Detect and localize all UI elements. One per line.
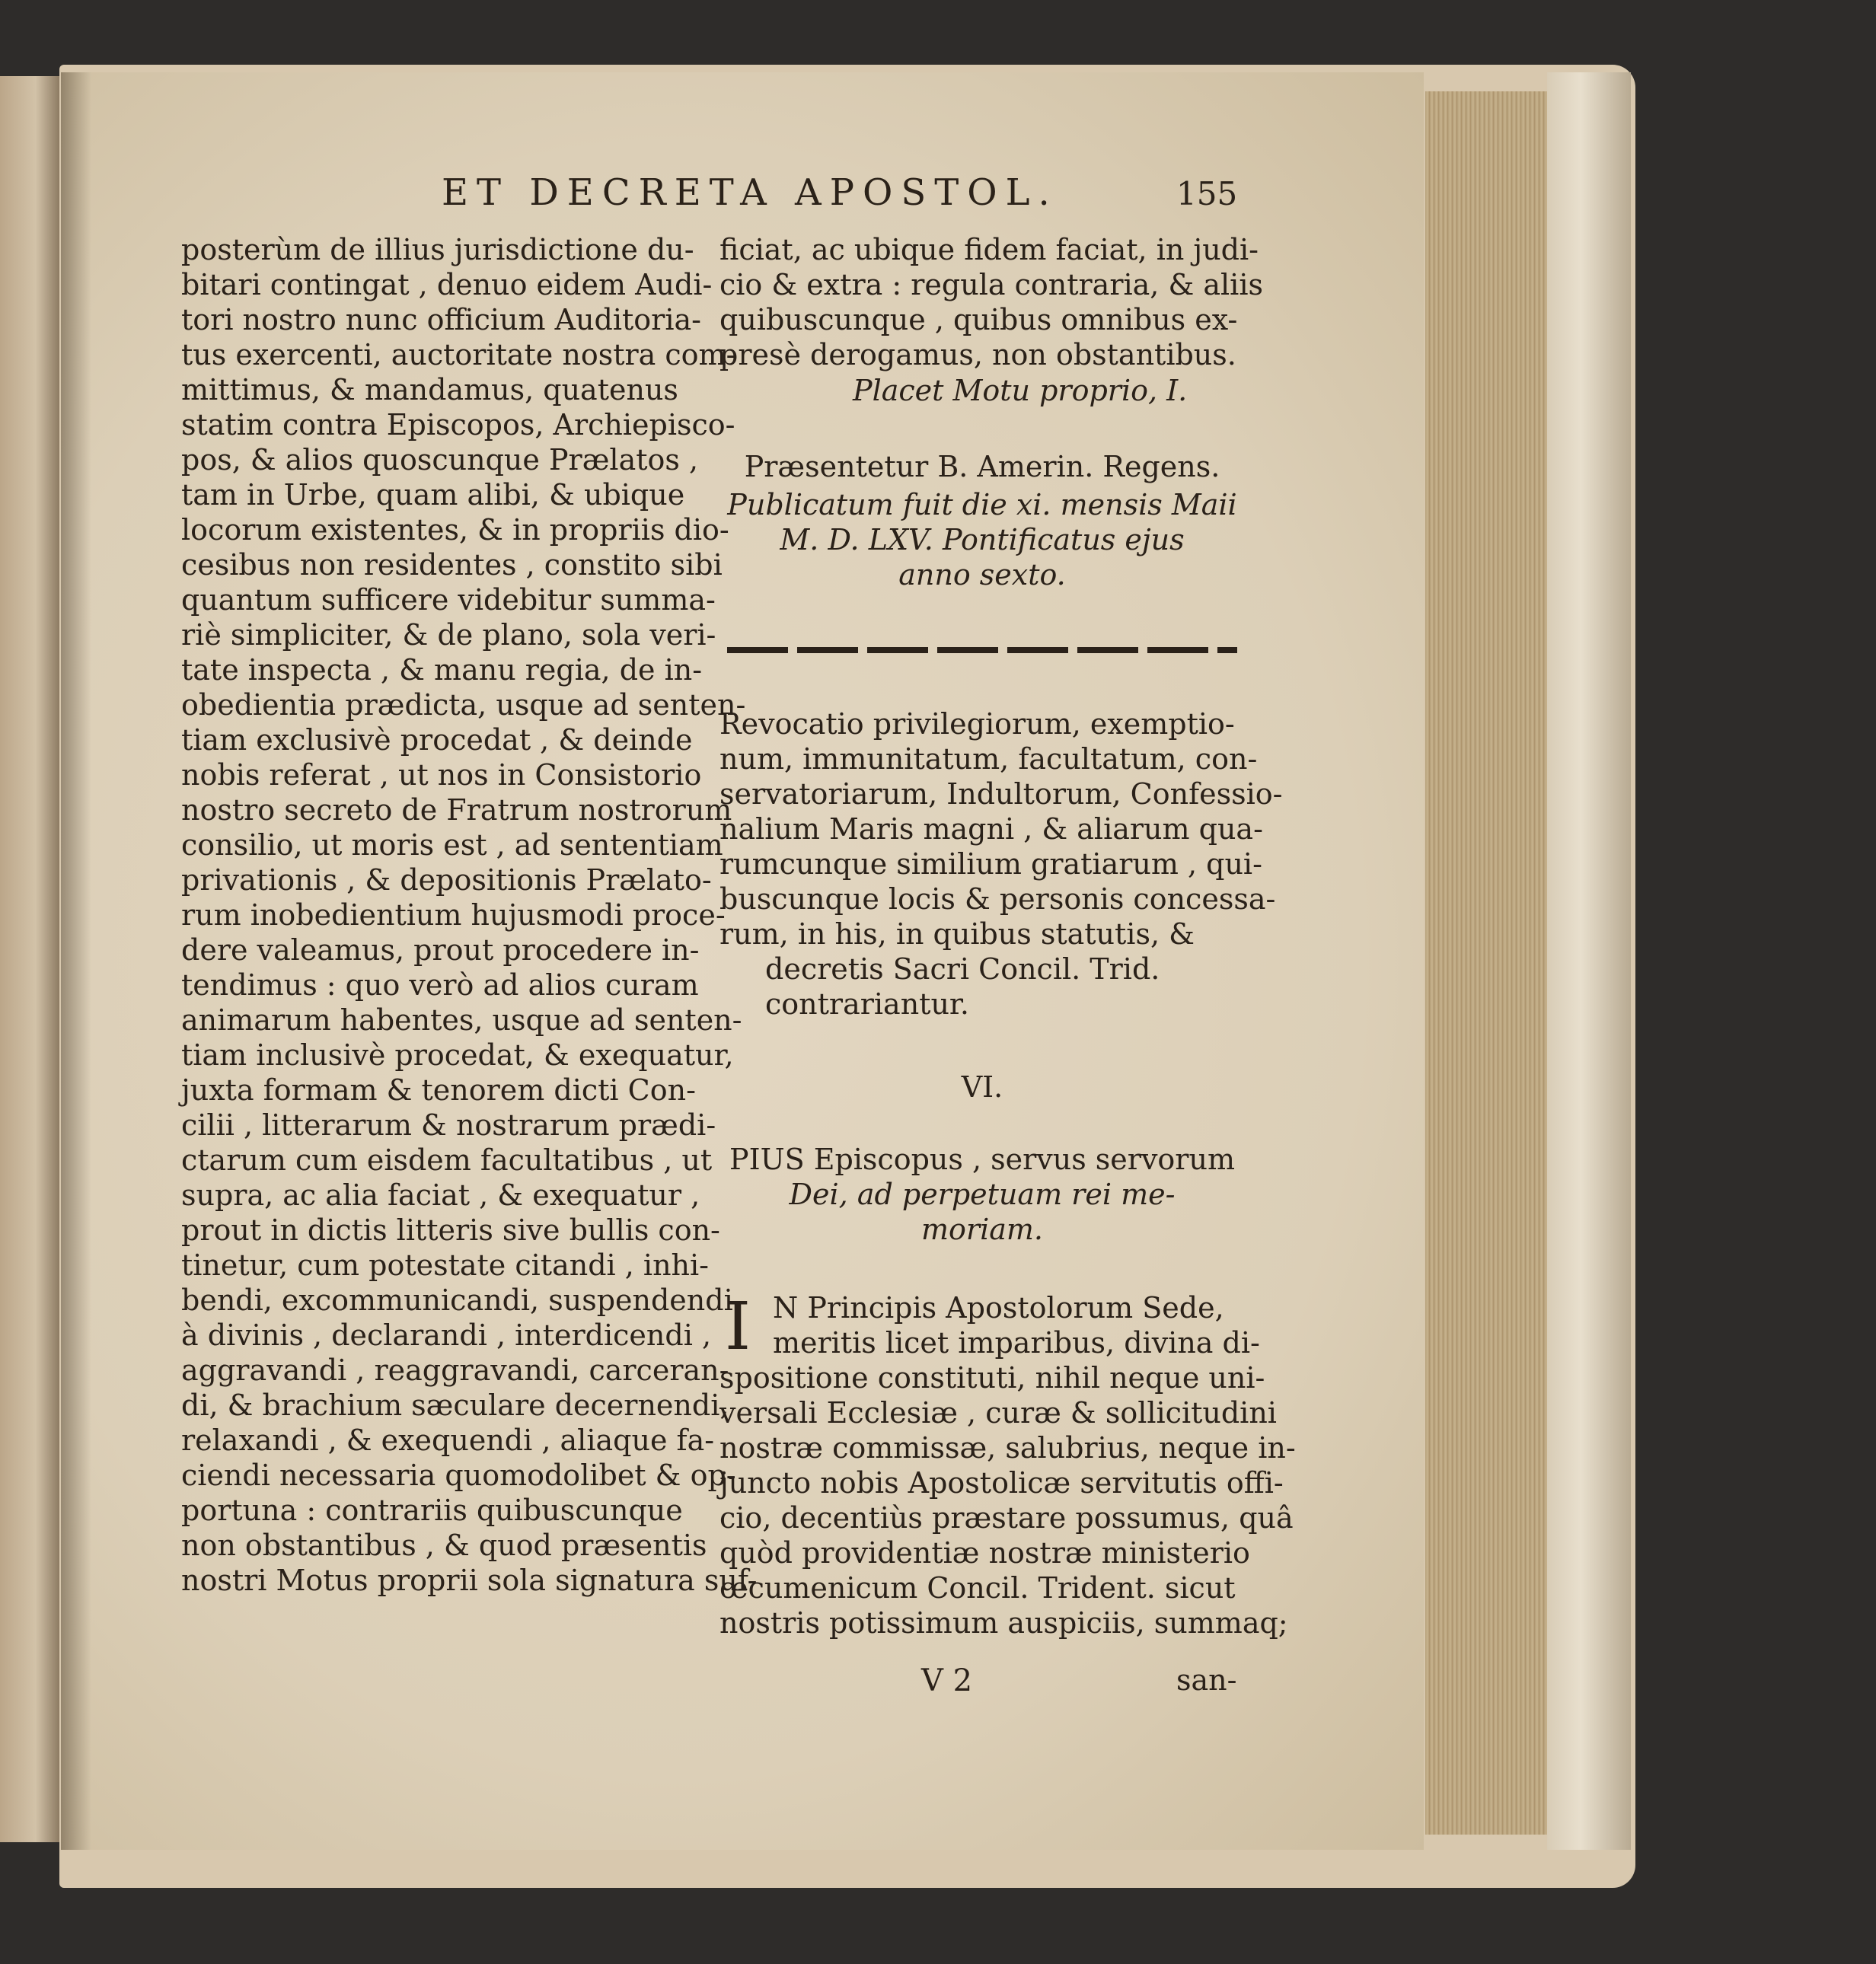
left-column-line: nostri Motus proprii sola signatura suf- [181,1564,758,1597]
body-text [719,1290,1296,1640]
presentetur-line [719,449,1245,484]
revocatio-line: servatoriarum, Indultorum, Confessio- [719,777,1283,811]
revocatio-line: buscunque locis & personis concessa- [719,882,1276,916]
revocatio-line: rumcunque similium gratiarum , qui- [719,847,1262,881]
cover-board [1547,72,1631,1850]
left-column-line: cilii , litterarum & nostrarum prædi- [181,1108,716,1142]
right-column-line: ficiat, ac ubique fidem faciat, in judi- [719,233,1259,266]
dropcap-initial: I [725,1289,751,1365]
left-column-line: di, & brachium sæculare decernendi, [181,1389,729,1422]
body-text-line: juncto nobis Apostolicæ servitutis offi- [719,1466,1284,1500]
left-column-line: tiam exclusivè procedat , & deinde [181,723,693,757]
left-column-line: dere valeamus, prout procedere in- [181,933,700,967]
left-column-line: privationis , & depositionis Prælato- [181,863,712,897]
body-text-line: quòd providentiæ nostræ ministerio [719,1536,1250,1570]
left-column-line: à divinis , declarandi , interdicendi , [181,1318,712,1352]
body-text-line: cio, decentiùs præstare possumus, quâ [719,1501,1294,1535]
left-column-line: ctarum cum eisdem facultatibus , ut [181,1143,713,1177]
left-column-line: rum inobedientium hujusmodi proce- [181,898,726,932]
revocatio-title [719,706,1283,1022]
publication-line: M. D. LXV. Pontificatus ejus [780,523,1185,556]
placet-line [853,373,1233,408]
revocatio-line: decretis Sacri Concil. Trid. [765,952,1160,986]
pius-heading-line: PIUS Episcopus , servus servorum [729,1143,1235,1176]
left-column-line: nobis referat , ut nos in Consistorio [181,758,702,792]
presentetur-text: Præsentetur B. Amerin. Regens. [744,450,1220,483]
left-column-line: bendi, excommunicandi, suspendendi [181,1283,733,1317]
revocatio-line: num, immunitatum, facultatum, con- [719,742,1258,776]
left-column-line: tendimus : quo verò ad alios curam [181,968,699,1002]
left-column-line: tate inspecta , & manu regia, de in- [181,653,703,687]
publication-line: anno sexto. [898,558,1066,591]
section-number [719,1070,1245,1105]
right-column-line: cio & extra : regula contraria, & aliis [719,268,1263,301]
body-text-line: nostris potissimum auspiciis, summaq; [719,1606,1288,1640]
left-column-line: pos, & alios quoscunque Prælatos , [181,443,699,477]
divider-rule [727,647,1237,653]
body-text-line: spositione constituti, nihil neque uni- [719,1361,1265,1395]
left-column-line: prout in dictis litteris sive bullis con- [181,1213,720,1247]
right-column-line: presè derogamus, non obstantibus. [719,338,1236,371]
left-column-line: juxta formam & tenorem dicti Con- [181,1073,696,1107]
running-head: ET DECRETA APOSTOL. [442,171,1058,214]
revocatio-line: Revocatio privilegiorum, exemptio- [719,707,1235,741]
gutter-shadow [61,72,91,1850]
catchword: san- [1176,1663,1237,1697]
body-text-line: meritis licet imparibus, divina di- [773,1326,1260,1360]
section-number-text: VI. [961,1070,1003,1104]
pius-heading-line: Dei, ad perpetuam rei me- [789,1178,1176,1211]
signature-mark: V 2 [921,1663,973,1698]
left-column-line: riè simpliciter, & de plano, sola veri- [181,618,716,652]
left-column-line: quantum sufficere videbitur summa- [181,583,716,617]
facing-page-edge [0,76,59,1842]
body-text-line: œcumenicum Concil. Trident. sicut [719,1571,1236,1605]
left-column-line: tam in Urbe, quam alibi, & ubique [181,478,685,512]
left-column-line: consilio, ut moris est , ad sententiam [181,828,723,862]
left-column-line: portuna : contrariis quibuscunque [181,1494,683,1527]
revocatio-line: nalium Maris magni , & aliarum qua- [719,812,1263,846]
left-column-line: tinetur, cum potestate citandi , inhi- [181,1248,710,1282]
left-column-line: posterùm de illius jurisdictione du- [181,233,694,266]
left-column-line: tiam inclusivè procedat, & exequatur, [181,1038,734,1072]
body-text-line: nostræ commissæ, salubrius, neque in- [719,1431,1296,1465]
page-number: 155 [1176,175,1238,212]
right-column-line: quibuscunque , quibus omnibus ex- [719,303,1238,336]
right-top-text [719,232,1263,372]
body-text-line: N Principis Apostolorum Sede, [773,1291,1224,1325]
left-column-line: mittimus, & mandamus, quatenus [181,373,678,407]
revocatio-line: contrariantur. [765,987,969,1021]
left-column-line: ciendi necessaria quomodolibet & op- [181,1459,736,1492]
revocatio-line: rum, in his, in quibus statutis, & [719,917,1195,951]
left-column-line: relaxandi , & exequendi , aliaque fa- [181,1424,715,1457]
left-column-line: non obstantibus , & quod præsentis [181,1529,707,1562]
publication-note [719,487,1245,592]
left-column-line: tus exercenti, auctoritate nostra com- [181,338,736,371]
left-column [181,232,758,1598]
body-text-line: versali Ecclesiæ , curæ & sollicitudini [719,1396,1277,1430]
left-column-line: statim contra Episcopos, Archiepisco- [181,408,735,442]
publication-line: Publicatum fuit die xi. mensis Maii [727,488,1237,521]
left-column-line: cesibus non residentes , constito sibi [181,548,723,582]
left-column-line: supra, ac alia faciat , & exequatur , [181,1178,700,1212]
left-column-line: animarum habentes, usque ad senten- [181,1003,742,1037]
left-column-line: nostro secreto de Fratrum nostrorum [181,793,732,827]
left-column-line: obedientia prædicta, usque ad senten- [181,688,746,722]
placet-text: Placet Motu proprio, I. [853,374,1188,407]
page-block-edge [1425,91,1547,1835]
pius-heading [719,1142,1245,1247]
pius-heading-line: moriam. [921,1213,1043,1246]
left-column-line: bitari contingat , denuo eidem Audi- [181,268,713,301]
left-column-line: tori nostro nunc officium Auditoria- [181,303,701,336]
left-column-line: locorum existentes, & in propriis dio- [181,513,729,547]
left-column-line: aggravandi , reaggravandi, carceran- [181,1353,729,1387]
